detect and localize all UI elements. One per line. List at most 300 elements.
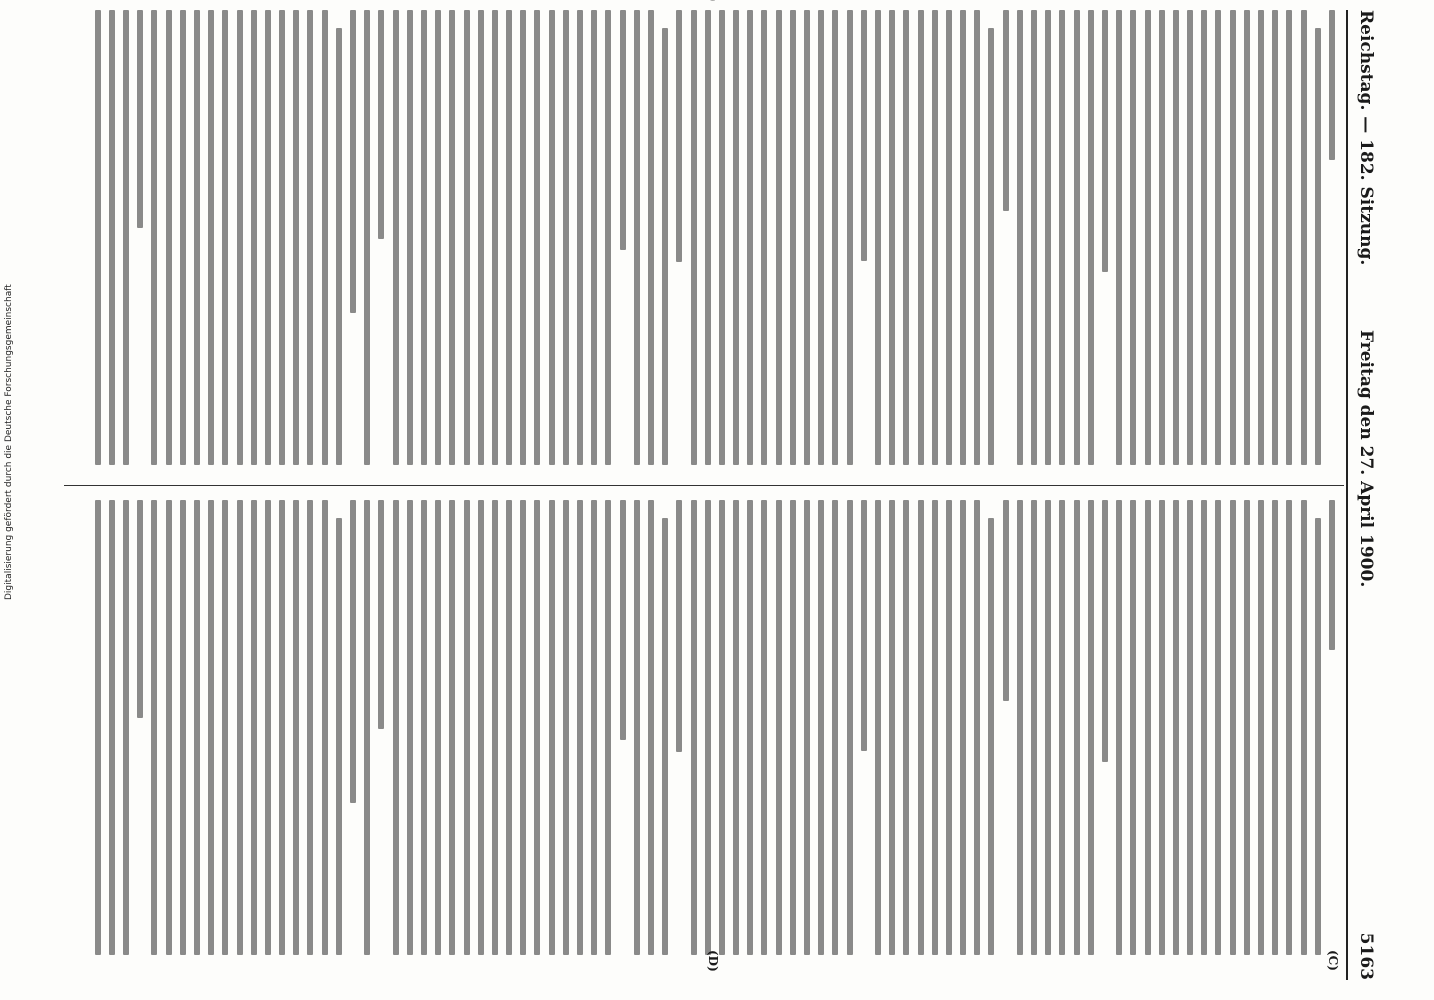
- text-line-placeholder: [1216, 10, 1222, 465]
- text-line: [177, 10, 191, 470]
- text-line-placeholder: [251, 500, 257, 955]
- text-line: [1312, 500, 1326, 960]
- text-line-placeholder: [520, 10, 526, 465]
- text-line-placeholder: [776, 10, 782, 465]
- text-line: [801, 500, 815, 960]
- text-line-placeholder: [605, 500, 611, 955]
- text-line-placeholder: [790, 10, 796, 465]
- text-line: [957, 500, 971, 960]
- text-line-placeholder: [293, 500, 299, 955]
- text-line: [843, 500, 857, 960]
- text-line: [1113, 500, 1127, 960]
- text-line-placeholder: [237, 500, 243, 955]
- text-line-placeholder: [818, 10, 824, 465]
- text-column-right: [70, 500, 1340, 960]
- text-line: [460, 10, 474, 470]
- text-line: [971, 500, 985, 960]
- text-line: [1099, 500, 1113, 960]
- text-line-placeholder: [407, 500, 413, 955]
- text-line-placeholder: [308, 10, 314, 465]
- text-line: [588, 10, 602, 470]
- text-line: [1269, 10, 1283, 470]
- text-line: [1113, 10, 1127, 470]
- text-line-placeholder: [1272, 10, 1278, 465]
- text-line-placeholder: [1116, 500, 1122, 955]
- text-line: [503, 500, 517, 960]
- text-line: [106, 500, 120, 960]
- text-line-placeholder: [265, 10, 271, 465]
- text-line-placeholder: [591, 10, 597, 465]
- text-line-placeholder: [1017, 10, 1023, 465]
- text-line: [659, 10, 673, 470]
- text-line-placeholder: [889, 500, 895, 955]
- text-line-placeholder: [350, 500, 356, 803]
- text-line: [1198, 10, 1212, 470]
- text-line: [1056, 500, 1070, 960]
- text-line-placeholder: [137, 500, 143, 718]
- text-line: [985, 10, 999, 470]
- text-line: [1198, 500, 1212, 960]
- text-line: [815, 500, 829, 960]
- text-line-placeholder: [1145, 500, 1151, 955]
- column-divider: [64, 485, 1344, 486]
- text-line-placeholder: [549, 500, 555, 955]
- text-line: [475, 500, 489, 960]
- text-line-placeholder: [932, 10, 938, 465]
- text-line: [1028, 10, 1042, 470]
- text-line: [985, 500, 999, 960]
- text-line: [659, 500, 673, 960]
- text-line-placeholder: [265, 500, 271, 955]
- text-line: [389, 10, 403, 470]
- text-line-placeholder: [1102, 10, 1108, 272]
- text-line-placeholder: [1173, 500, 1179, 955]
- text-line-placeholder: [1130, 10, 1136, 465]
- text-line-placeholder: [1074, 500, 1080, 955]
- text-line-placeholder: [804, 10, 810, 465]
- text-line-placeholder: [903, 10, 909, 465]
- text-line-placeholder: [137, 10, 143, 228]
- text-line-placeholder: [1187, 500, 1193, 955]
- text-line: [758, 10, 772, 470]
- text-line: [687, 500, 701, 960]
- text-line: [886, 10, 900, 470]
- margin-marker-b: [706, 0, 720, 2]
- text-line: [446, 500, 460, 960]
- text-line-placeholder: [222, 500, 228, 955]
- text-line-placeholder: [1003, 10, 1009, 211]
- text-line: [489, 10, 503, 470]
- text-line-placeholder: [903, 500, 909, 955]
- text-line: [432, 500, 446, 960]
- text-line-placeholder: [1159, 10, 1165, 465]
- text-line: [602, 10, 616, 470]
- text-line-placeholder: [506, 500, 512, 955]
- text-line-placeholder: [180, 10, 186, 465]
- text-line: [134, 500, 148, 960]
- text-line: [375, 500, 389, 960]
- text-line: [248, 500, 262, 960]
- text-line: [1042, 10, 1056, 470]
- text-line: [92, 10, 106, 470]
- text-line-placeholder: [1315, 518, 1321, 955]
- text-line-placeholder: [1017, 500, 1023, 955]
- text-column-left: [70, 10, 1340, 470]
- text-line: [475, 10, 489, 470]
- text-line: [702, 500, 716, 960]
- text-line: [1326, 10, 1340, 470]
- text-line: [248, 10, 262, 470]
- text-line: [716, 10, 730, 470]
- text-line: [375, 10, 389, 470]
- text-line-placeholder: [208, 500, 214, 955]
- text-line-placeholder: [1059, 500, 1065, 955]
- text-line-placeholder: [662, 28, 668, 465]
- text-line: [929, 500, 943, 960]
- text-line: [319, 10, 333, 470]
- text-line: [1070, 500, 1084, 960]
- text-line-placeholder: [676, 500, 682, 752]
- text-line: [687, 10, 701, 470]
- text-line: [943, 500, 957, 960]
- text-line-placeholder: [336, 518, 342, 955]
- text-line-placeholder: [166, 500, 172, 955]
- text-line: [957, 10, 971, 470]
- text-line: [276, 10, 290, 470]
- text-line: [1241, 500, 1255, 960]
- text-line-placeholder: [747, 10, 753, 465]
- text-line-placeholder: [747, 500, 753, 955]
- text-line: [829, 10, 843, 470]
- text-line-placeholder: [1045, 500, 1051, 955]
- text-line-placeholder: [605, 10, 611, 465]
- text-line-placeholder: [109, 10, 115, 465]
- text-line-placeholder: [691, 500, 697, 955]
- text-line-placeholder: [790, 500, 796, 955]
- text-line-placeholder: [1187, 10, 1193, 465]
- text-line: [1014, 500, 1028, 960]
- text-line-placeholder: [861, 500, 867, 751]
- text-line: [1127, 500, 1141, 960]
- text-line: [858, 500, 872, 960]
- text-line: [645, 10, 659, 470]
- text-line: [205, 10, 219, 470]
- text-line: [191, 500, 205, 960]
- text-line-placeholder: [194, 500, 200, 955]
- text-line-placeholder: [407, 10, 413, 465]
- text-line-placeholder: [989, 518, 995, 955]
- text-line: [560, 500, 574, 960]
- text-line: [262, 500, 276, 960]
- text-line-placeholder: [1301, 500, 1307, 955]
- text-line: [872, 10, 886, 470]
- text-line-placeholder: [1272, 500, 1278, 955]
- text-line: [1070, 10, 1084, 470]
- text-line-placeholder: [889, 10, 895, 465]
- text-line: [432, 10, 446, 470]
- text-line-placeholder: [123, 10, 129, 465]
- text-line-placeholder: [478, 500, 484, 955]
- text-line: [1127, 10, 1141, 470]
- text-line: [233, 500, 247, 960]
- text-line-placeholder: [1074, 10, 1080, 465]
- text-line-placeholder: [577, 10, 583, 465]
- text-line: [546, 500, 560, 960]
- text-line-placeholder: [577, 500, 583, 955]
- text-line: [361, 10, 375, 470]
- text-line-placeholder: [180, 500, 186, 955]
- text-line: [219, 10, 233, 470]
- text-line: [560, 10, 574, 470]
- text-line-placeholder: [918, 500, 924, 955]
- text-line-placeholder: [1329, 500, 1335, 650]
- text-line: [673, 10, 687, 470]
- text-line-placeholder: [875, 10, 881, 465]
- text-line-placeholder: [1088, 500, 1094, 955]
- text-line: [404, 10, 418, 470]
- text-line-placeholder: [662, 518, 668, 955]
- text-line-placeholder: [818, 500, 824, 955]
- text-line-placeholder: [1003, 500, 1009, 701]
- text-line-placeholder: [492, 10, 498, 465]
- text-line: [872, 500, 886, 960]
- text-line: [191, 10, 205, 470]
- text-line-placeholder: [832, 500, 838, 955]
- text-line: [404, 500, 418, 960]
- text-line-placeholder: [1031, 500, 1037, 955]
- text-line: [1042, 500, 1056, 960]
- text-line-placeholder: [648, 10, 654, 465]
- text-line: [602, 500, 616, 960]
- text-line: [787, 500, 801, 960]
- text-line: [1227, 10, 1241, 470]
- text-line-placeholder: [1286, 500, 1292, 955]
- text-line: [1312, 10, 1326, 470]
- text-line: [1283, 10, 1297, 470]
- text-line-placeholder: [861, 10, 867, 261]
- text-line: [517, 10, 531, 470]
- text-line-placeholder: [464, 10, 470, 465]
- text-line: [319, 500, 333, 960]
- text-line: [616, 10, 630, 470]
- text-line: [1141, 10, 1155, 470]
- text-line-placeholder: [393, 10, 399, 465]
- text-line: [1269, 500, 1283, 960]
- text-line-placeholder: [847, 500, 853, 955]
- text-line-placeholder: [449, 10, 455, 465]
- text-line: [1212, 10, 1226, 470]
- digitization-note: Digitalisierung gefördert durch die Deutsche Forschungsgemeinschaft: [4, 284, 14, 600]
- text-line: [531, 10, 545, 470]
- text-line: [389, 500, 403, 960]
- text-line-placeholder: [1244, 500, 1250, 955]
- text-line: [262, 10, 276, 470]
- text-line: [531, 500, 545, 960]
- text-line: [801, 10, 815, 470]
- text-line-placeholder: [989, 28, 995, 465]
- text-line: [233, 10, 247, 470]
- text-line-placeholder: [378, 10, 384, 239]
- text-line: [574, 10, 588, 470]
- text-line-placeholder: [222, 10, 228, 465]
- text-line-placeholder: [350, 10, 356, 313]
- text-line-placeholder: [279, 10, 285, 465]
- text-line-placeholder: [1258, 10, 1264, 465]
- text-line: [702, 10, 716, 470]
- text-line: [574, 500, 588, 960]
- text-line-placeholder: [393, 500, 399, 955]
- text-line: [148, 10, 162, 470]
- text-line: [205, 500, 219, 960]
- text-line-placeholder: [1088, 10, 1094, 465]
- text-line: [900, 10, 914, 470]
- text-line-placeholder: [776, 500, 782, 955]
- text-line: [1170, 10, 1184, 470]
- text-line-placeholder: [194, 10, 200, 465]
- text-line-placeholder: [804, 500, 810, 955]
- text-line-placeholder: [364, 500, 370, 955]
- text-line: [1014, 10, 1028, 470]
- text-line: [1326, 500, 1340, 960]
- text-line-placeholder: [1315, 28, 1321, 465]
- header-date: Freitag den 27. April 1900.: [1356, 330, 1376, 588]
- text-line-placeholder: [705, 500, 711, 955]
- text-line-placeholder: [1301, 10, 1307, 465]
- text-line-placeholder: [279, 500, 285, 955]
- text-line: [673, 500, 687, 960]
- text-line: [333, 10, 347, 470]
- text-line-placeholder: [336, 28, 342, 465]
- text-line: [1156, 500, 1170, 960]
- text-line-placeholder: [1230, 10, 1236, 465]
- text-line: [1028, 500, 1042, 960]
- page-number: 5163: [1356, 932, 1376, 980]
- text-line-placeholder: [535, 500, 541, 955]
- text-line: [758, 500, 772, 960]
- text-line: [929, 10, 943, 470]
- text-line-placeholder: [705, 10, 711, 465]
- text-line-placeholder: [95, 10, 101, 465]
- text-line-placeholder: [974, 10, 980, 465]
- text-line: [1141, 500, 1155, 960]
- text-line: [177, 500, 191, 960]
- margin-marker-a: [1326, 0, 1340, 1]
- text-line-placeholder: [1159, 500, 1165, 955]
- text-line: [1099, 10, 1113, 470]
- text-line-placeholder: [464, 500, 470, 955]
- text-line: [914, 500, 928, 960]
- text-line-placeholder: [676, 10, 682, 262]
- text-line-placeholder: [932, 500, 938, 955]
- text-line: [1085, 500, 1099, 960]
- text-line: [120, 10, 134, 470]
- text-line: [886, 500, 900, 960]
- text-line: [1000, 500, 1014, 960]
- text-line-placeholder: [237, 10, 243, 465]
- text-line-placeholder: [95, 500, 101, 955]
- text-line: [843, 10, 857, 470]
- header-title: Reichstag. — 182. Sitzung.: [1356, 10, 1376, 266]
- text-line-placeholder: [1059, 10, 1065, 465]
- text-line: [1156, 10, 1170, 470]
- text-line-placeholder: [378, 500, 384, 729]
- text-line: [1283, 500, 1297, 960]
- rotated-page-content: [50, 10, 1380, 980]
- text-line: [773, 500, 787, 960]
- text-line: [361, 500, 375, 960]
- text-line-placeholder: [875, 500, 881, 955]
- text-line: [347, 500, 361, 960]
- text-line-placeholder: [308, 500, 314, 955]
- text-line-placeholder: [535, 10, 541, 465]
- text-line: [1227, 500, 1241, 960]
- text-line-placeholder: [1145, 10, 1151, 465]
- text-line: [1255, 500, 1269, 960]
- text-line: [148, 500, 162, 960]
- text-line-placeholder: [1216, 500, 1222, 955]
- text-line-placeholder: [251, 10, 257, 465]
- text-line: [1255, 10, 1269, 470]
- text-line-placeholder: [634, 10, 640, 465]
- text-line: [290, 500, 304, 960]
- text-line: [460, 500, 474, 960]
- text-line-placeholder: [946, 10, 952, 465]
- text-line: [730, 500, 744, 960]
- text-line: [1297, 10, 1311, 470]
- text-line-placeholder: [435, 10, 441, 465]
- text-line-placeholder: [918, 10, 924, 465]
- text-line-placeholder: [1244, 10, 1250, 465]
- text-line-placeholder: [421, 10, 427, 465]
- text-line: [1184, 500, 1198, 960]
- text-line: [631, 500, 645, 960]
- text-line: [546, 10, 560, 470]
- text-line-placeholder: [648, 500, 654, 955]
- text-line-placeholder: [1258, 500, 1264, 955]
- text-line-placeholder: [449, 500, 455, 955]
- text-line-placeholder: [563, 500, 569, 955]
- text-line: [304, 10, 318, 470]
- text-line: [1212, 500, 1226, 960]
- text-line-placeholder: [322, 10, 328, 465]
- text-line-placeholder: [1031, 10, 1037, 465]
- text-line: [517, 500, 531, 960]
- text-line: [162, 10, 176, 470]
- text-line: [1056, 10, 1070, 470]
- text-line-placeholder: [421, 500, 427, 955]
- text-line: [716, 500, 730, 960]
- text-line: [106, 10, 120, 470]
- text-line: [276, 500, 290, 960]
- text-line-placeholder: [960, 500, 966, 955]
- margin-marker-c: (C): [1326, 950, 1340, 971]
- text-line-placeholder: [1045, 10, 1051, 465]
- text-line: [730, 10, 744, 470]
- text-line-placeholder: [946, 500, 952, 955]
- text-line-placeholder: [762, 500, 768, 955]
- text-line: [120, 500, 134, 960]
- text-line: [1184, 10, 1198, 470]
- text-line: [503, 10, 517, 470]
- text-line-placeholder: [151, 500, 157, 955]
- text-line-placeholder: [733, 10, 739, 465]
- text-line-placeholder: [492, 500, 498, 955]
- text-line: [943, 10, 957, 470]
- text-line: [588, 500, 602, 960]
- text-line: [1085, 10, 1099, 470]
- text-line-placeholder: [719, 10, 725, 465]
- text-line-placeholder: [591, 500, 597, 955]
